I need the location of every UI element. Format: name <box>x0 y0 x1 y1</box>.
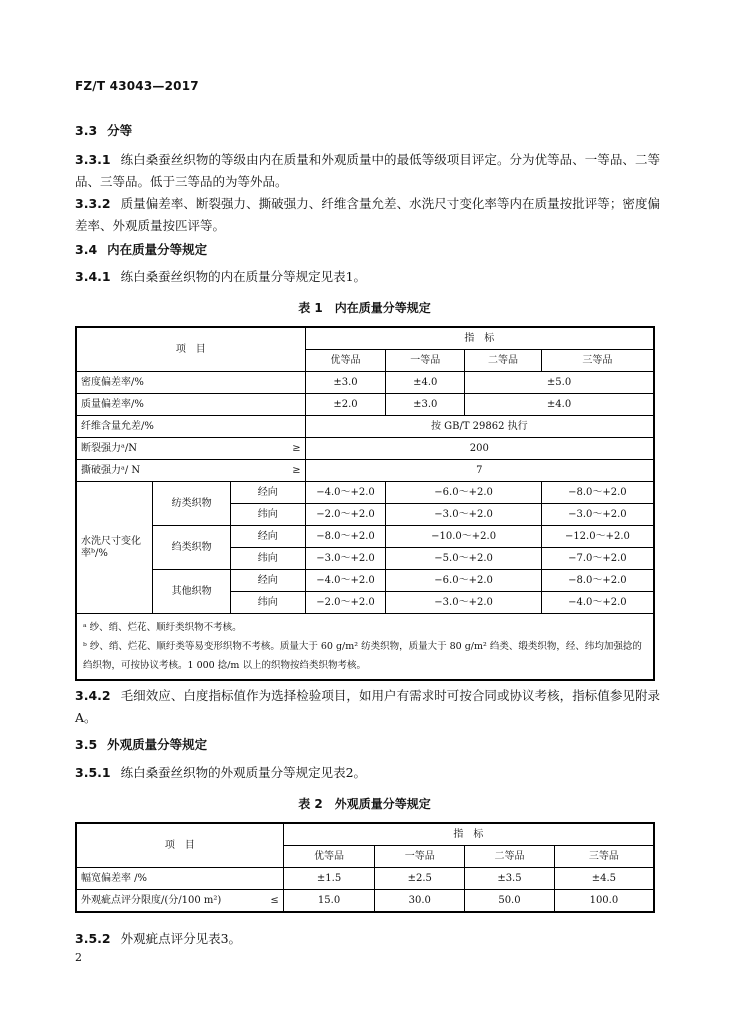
cell: −5.0～+2.0 <box>386 548 541 570</box>
table-internal-quality <box>75 326 655 681</box>
section-3-4: 3.4 内在质量分等规定 <box>75 242 208 257</box>
grade-header: 三等品 <box>541 350 654 372</box>
row-label: 纤维含量允差/% <box>76 416 305 438</box>
group-name: 绉类织物 <box>153 526 231 570</box>
direction: 纬向 <box>230 504 305 526</box>
document-header: FZ/T 43043—2017 <box>75 79 199 93</box>
cell: −3.0～+2.0 <box>305 548 386 570</box>
clause-3-4-1: 3.4.1 练白桑蚕丝织物的内在质量分等规定见表1。 <box>75 269 367 284</box>
clause-3-5-2: 3.5.2 外观疵点评分见表3。 <box>75 931 242 946</box>
tear-label: 撕破强力ᵃ/ N <box>81 464 141 476</box>
cell: ±3.0 <box>305 372 386 394</box>
group-name: 其他织物 <box>153 570 231 614</box>
cell: ±3.0 <box>386 394 465 416</box>
grade-header: 三等品 <box>554 846 654 868</box>
grade-header: 二等品 <box>465 350 542 372</box>
note-b: ᵇ 纱、绡、烂花、顺纡类等易变形织物不考核。质量大于 60 g/m² 纺类织物，质量大于 80 g/m² 绉类、缎类织物，经、纬均加强捻的绉织物，可按协议考核。1 000 捻/m 以上的织物按绉类织物考核。 <box>83 641 642 671</box>
table-row <box>76 482 654 504</box>
clause-3-5-1: 3.5.1 练白桑蚕丝织物的外观质量分等规定见表2。 <box>75 765 367 780</box>
wash-label: 水洗尺寸变化率ᵇ/% <box>76 482 153 614</box>
cell: −8.0～+2.0 <box>541 570 654 592</box>
section-3-3: 3.3 分等 <box>75 123 133 138</box>
grade-header: 优等品 <box>283 846 375 868</box>
table-row <box>76 327 654 350</box>
page-number: 2 <box>75 951 82 964</box>
cell: ±4.5 <box>554 868 654 890</box>
note-a: ᵃ 纱、绡、烂花、顺纡类织物不考核。 <box>83 622 242 633</box>
direction: 纬向 <box>230 592 305 614</box>
cell: −6.0～+2.0 <box>386 570 541 592</box>
header-item: 项 目 <box>76 823 283 868</box>
cell: ±2.5 <box>375 868 465 890</box>
cell: −3.0～+2.0 <box>541 504 654 526</box>
cell: ±5.0 <box>465 372 654 394</box>
defect-label: 外观疵点评分限度/(分/100 m²) <box>81 894 222 906</box>
cell: ±4.0 <box>465 394 654 416</box>
cell: 7 <box>305 460 654 482</box>
cell: −3.0～+2.0 <box>386 504 541 526</box>
table-row <box>76 570 654 592</box>
row-label <box>76 438 305 460</box>
table-row <box>76 460 654 482</box>
table-row <box>76 890 654 913</box>
table-row <box>76 823 654 846</box>
header-index: 指 标 <box>283 823 654 846</box>
cell: −4.0～+2.0 <box>305 570 386 592</box>
direction: 纬向 <box>230 548 305 570</box>
direction: 经向 <box>230 570 305 592</box>
ge-symbol: ≥ <box>292 442 301 454</box>
break-label: 断裂强力ᵃ/N <box>81 442 137 454</box>
clause-3-3-2: 3.3.2 质量偏差率、断裂强力、撕破强力、纤维含量允差、水洗尺寸变化率等内在质量按批评等；密度偏差率、外观质量按匹评等。 <box>75 196 660 233</box>
cell: −6.0～+2.0 <box>386 482 541 504</box>
table-row <box>76 614 654 681</box>
table-row <box>76 394 654 416</box>
clause-3-4-2: 3.4.2 毛细效应、白度指标值作为选择检验项目，如用户有需求时可按合同或协议考核，指标值参见附录A。 <box>75 688 660 725</box>
cell: −4.0～+2.0 <box>305 482 386 504</box>
grade-header: 优等品 <box>305 350 386 372</box>
cell: −10.0～+2.0 <box>386 526 541 548</box>
cell: 200 <box>305 438 654 460</box>
row-label: 幅宽偏差率 /% <box>76 868 283 890</box>
grade-header: 二等品 <box>465 846 555 868</box>
cell: −8.0～+2.0 <box>305 526 386 548</box>
cell: −2.0～+2.0 <box>305 592 386 614</box>
cell: ±2.0 <box>305 394 386 416</box>
direction: 经向 <box>230 526 305 548</box>
table-row <box>76 372 654 394</box>
ge-symbol: ≥ <box>292 464 301 476</box>
cell: −8.0～+2.0 <box>541 482 654 504</box>
row-label <box>76 460 305 482</box>
row-label <box>76 890 283 913</box>
cell: −4.0～+2.0 <box>541 592 654 614</box>
le-symbol: ≤ <box>270 894 279 906</box>
table-row <box>76 416 654 438</box>
table-row <box>76 438 654 460</box>
row-label: 质量偏差率/% <box>76 394 305 416</box>
cell: ±3.5 <box>465 868 555 890</box>
cell: 50.0 <box>465 890 555 913</box>
table-row <box>76 868 654 890</box>
table-row <box>76 526 654 548</box>
cell: −2.0～+2.0 <box>305 504 386 526</box>
direction: 经向 <box>230 482 305 504</box>
cell: −3.0～+2.0 <box>386 592 541 614</box>
cell: 30.0 <box>375 890 465 913</box>
grade-header: 一等品 <box>375 846 465 868</box>
table-appearance-quality <box>75 822 655 913</box>
clause-3-3-1: 3.3.1 练白桑蚕丝织物的等级由内在质量和外观质量中的最低等级项目评定。分为优等品、一等品、二等品、三等品。低于三等品的为等外品。 <box>75 152 660 189</box>
cell: 按 GB/T 29862 执行 <box>305 416 654 438</box>
cell: −7.0～+2.0 <box>541 548 654 570</box>
cell: −12.0～+2.0 <box>541 526 654 548</box>
header-item: 项 目 <box>76 327 305 372</box>
group-name: 纺类织物 <box>153 482 231 526</box>
cell: ±1.5 <box>283 868 375 890</box>
cell: ±4.0 <box>386 372 465 394</box>
row-label: 密度偏差率/% <box>76 372 305 394</box>
cell: 100.0 <box>554 890 654 913</box>
header-index: 指 标 <box>305 327 654 350</box>
section-3-5: 3.5 外观质量分等规定 <box>75 737 208 752</box>
grade-header: 一等品 <box>386 350 465 372</box>
table1-caption: 表 1 内在质量分等规定 <box>298 301 431 315</box>
table2-caption: 表 2 外观质量分等规定 <box>298 797 431 811</box>
table1-notes <box>76 614 654 681</box>
cell: 15.0 <box>283 890 375 913</box>
